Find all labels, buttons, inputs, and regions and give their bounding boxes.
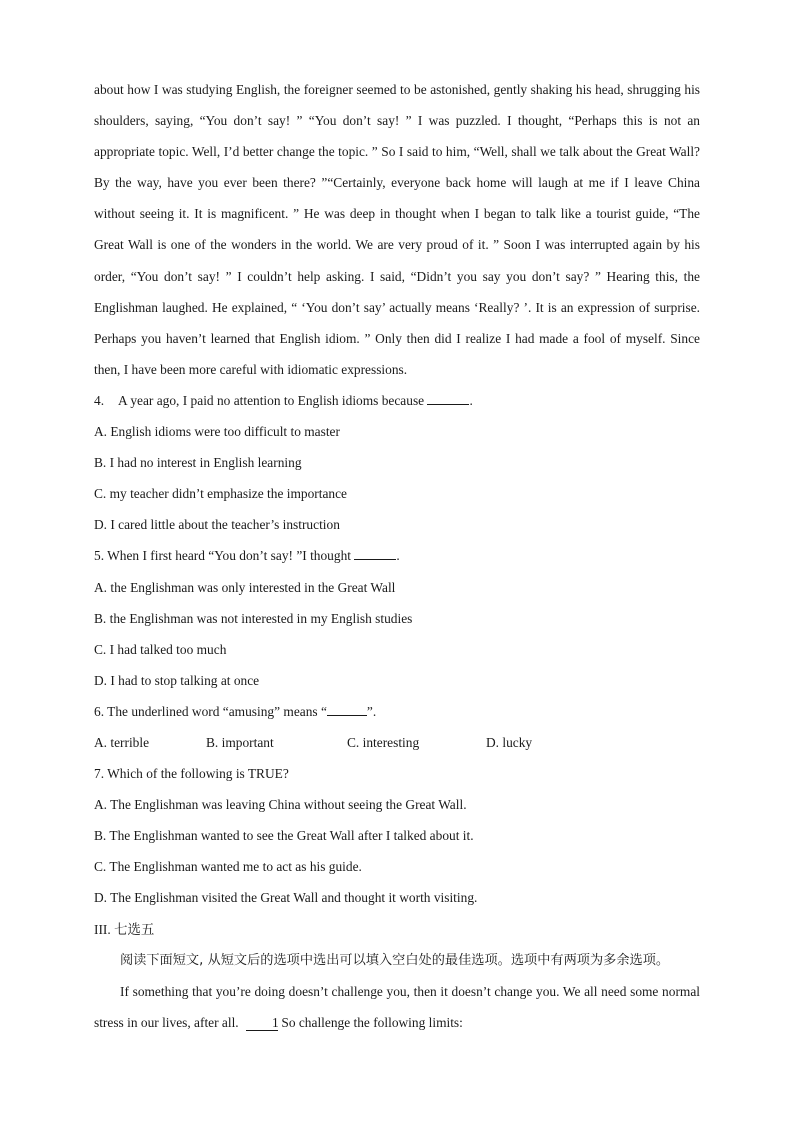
cloze-text-before: If something that you’re doing doesn’t challenge you, then it doesn’t change you. We all need some normal stress in our lives, after all.	[94, 983, 700, 1030]
question-number: 4.	[94, 392, 105, 408]
question-6-options	[94, 727, 700, 758]
question-4-option-a: A. English idioms were too difficult to master	[94, 424, 340, 440]
answer-blank	[427, 404, 469, 405]
section-title: III. 七选五	[94, 921, 155, 937]
question-6-option-a: A. terrible	[94, 734, 150, 750]
question-5-option-b: B. the Englishman was not interested in my English studies	[94, 610, 413, 626]
question-4-stem: 4. A year ago, I paid no attention to English idioms because .	[94, 392, 473, 408]
worksheet-page	[94, 74, 700, 1038]
reading-passage-continuation: about how I was studying English, the foreigner seemed to be astonished, gently shaking his head, shrugging his shoulders, saying, “You don’t say! ” “You don’t say! ” I was puzzled. I thought, “Perhaps this is not an appropriate topic. Well, I’d better change the topic. ” So I said to him, “Well, shall we talk about the Great Wall? By the way, have you ever been there? ”“Certainly, everyone back home will laugh at me if I leave China without seeing it. It is magnificent. ” He was deep in thought when I began to talk like a tourist guide, “The Great Wall is one of the wonders in the world. We are very proud of it. ” Soon I was interrupted again by his order, “You don’t say! ” I couldn’t help asking. I said, “Didn’t you say you don’t say? ” Hearing this, the Englishman laughed. He explained, “ ‘You don’t say’ actually means ‘Really? ’. It is an expression of surprise. Perhaps you haven’t learned that English idiom. ” Only then did I realize I had made a fool of myself. Since then, I have been more careful with idiomatic expressions.	[94, 82, 700, 377]
question-6-stem: 6. The underlined word “amusing” means “ ”.	[94, 703, 377, 719]
question-text: 5. When I first heard “You don’t say! ”I thought	[94, 548, 351, 564]
answer-blank	[327, 715, 367, 716]
question-4-option-b: B. I had no interest in English learning	[94, 455, 302, 471]
question-text: 6. The underlined word “amusing” means “	[94, 703, 327, 719]
cloze-passage	[94, 976, 700, 1038]
question-5-option-d: D. I had to stop talking at once	[94, 672, 260, 688]
cloze-text-after: So challenge the following limits:	[281, 1014, 463, 1030]
answer-blank	[354, 559, 396, 560]
question-7-option-b: B. The Englishman wanted to see the Great Wall after I talked about it.	[94, 828, 474, 844]
question-text: A year ago, I paid no attention to English idioms because	[118, 392, 425, 408]
question-4-option-c: C. my teacher didn’t emphasize the importance	[94, 486, 347, 502]
question-6-option-c: C. interesting	[347, 734, 420, 750]
question-7-stem: 7. Which of the following is TRUE?	[94, 766, 289, 782]
question-5-option-c: C. I had talked too much	[94, 641, 227, 657]
question-7-option-c: C. The Englishman wanted me to act as his guide.	[94, 859, 362, 875]
section-instruction: 阅读下面短文, 从短文后的选项中选出可以填入空白处的最佳选项。选项中有两项为多余选项。	[120, 952, 670, 968]
question-5-stem: 5. When I first heard “You don’t say! ”I thought .	[94, 548, 400, 564]
question-7-option-d: D. The Englishman visited the Great Wall and thought it worth visiting.	[94, 890, 478, 906]
question-4-option-d: D. I cared little about the teacher’s instruction	[94, 517, 340, 533]
question-6-option-d: D. lucky	[486, 734, 533, 750]
question-7-option-a: A. The Englishman was leaving China without seeing the Great Wall.	[94, 797, 467, 813]
question-6-option-b: B. important	[206, 734, 274, 750]
question-5-option-a: A. the Englishman was only interested in the Great Wall	[94, 579, 396, 595]
cloze-blank-1: 1	[246, 1016, 278, 1031]
